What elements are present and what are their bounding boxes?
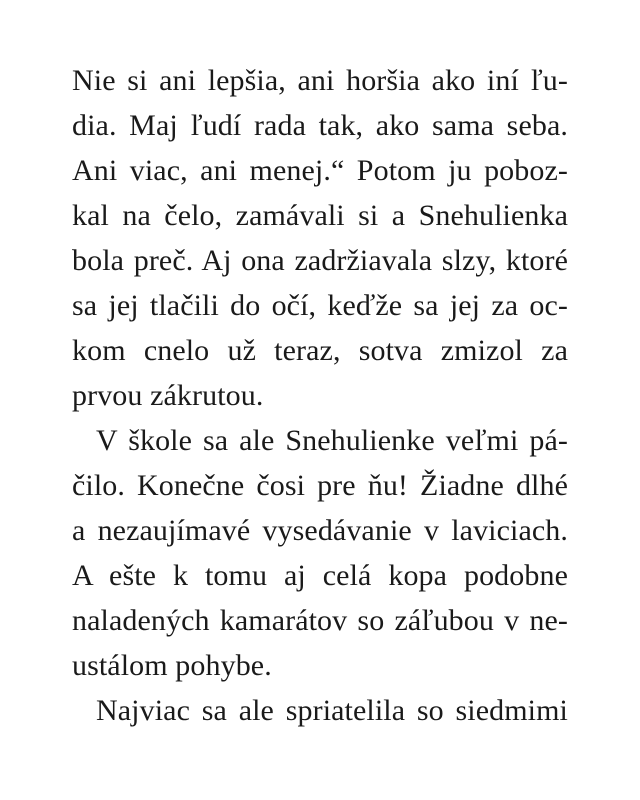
text-line: čilo. Konečne čosi pre ňu! Žiadne dlhé	[72, 469, 568, 502]
text-line: sa jej tlačili do očí, keďže sa jej za oc-	[72, 289, 568, 322]
text-line: a nezaujímavé vysedávanie v laviciach.	[72, 514, 568, 547]
text-line-last: ustálom pohybe.	[72, 649, 272, 682]
text-line-indented: V škole sa ale Snehulienke veľmi pá-	[96, 424, 568, 457]
text-line: kal na čelo, zamávali si a Snehulienka	[72, 199, 568, 232]
text-line: Ani viac, ani menej.“ Potom ju pobоz-	[72, 154, 568, 187]
text-line: A ešte k tomu aj celá kopa podobne	[72, 559, 568, 592]
text-line-last: prvou zákrutou.	[72, 379, 264, 412]
text-line: dia. Maj ľudí rada tak, ako sama seba.	[72, 109, 568, 142]
paragraph-2	[72, 418, 568, 688]
text-line: Nie si ani lepšia, ani horšia ako iní ľu-	[72, 64, 568, 97]
text-line: naladených kamarátov so záľubou v ne-	[72, 604, 568, 637]
text-line-indented: Najviac sa ale spriatelila so siedmimi	[96, 694, 568, 727]
book-page	[72, 58, 568, 733]
text-line: kom cnelo už teraz, sotva zmizol za	[72, 334, 568, 367]
paragraph-3	[72, 688, 568, 733]
text-line: bola preč. Aj ona zadržiavala slzy, ktoré	[72, 244, 568, 277]
paragraph-1	[72, 58, 568, 418]
